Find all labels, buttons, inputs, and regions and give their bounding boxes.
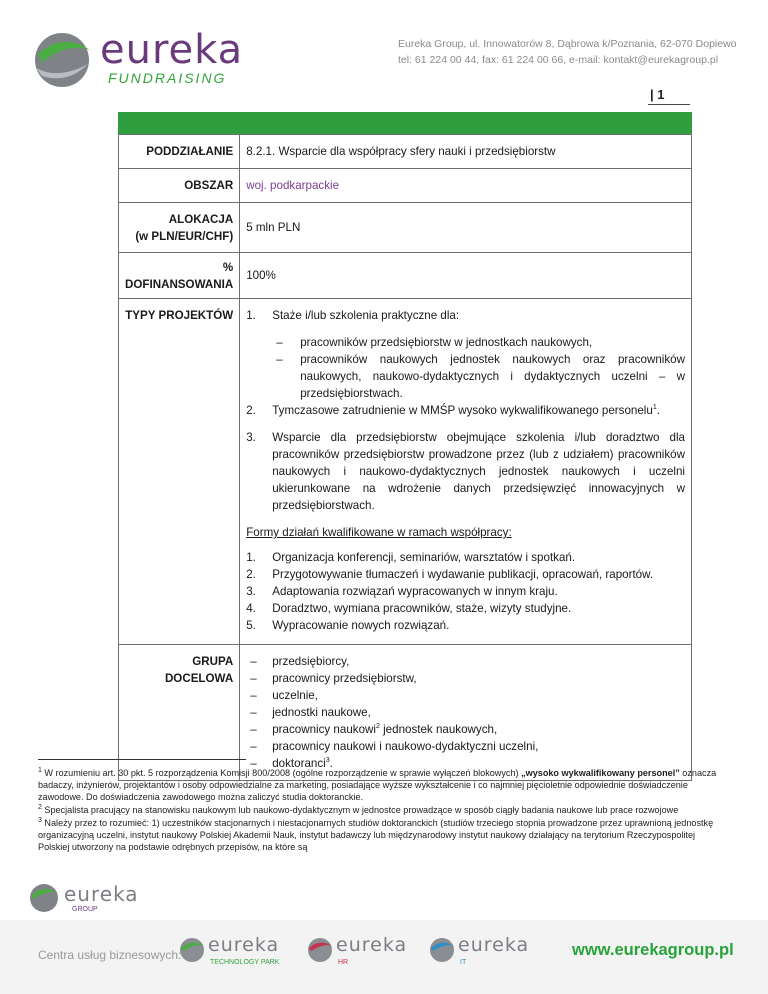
project-type-2-number: 2. <box>246 404 256 417</box>
project-type-1-text: Staże i/lub szkolenia praktyczne dla: <box>272 309 460 322</box>
footnote-3-number: 3 <box>38 816 42 824</box>
row-dofinansowanie <box>119 253 692 299</box>
brand3-subtitle: IT <box>460 959 467 966</box>
footnotes <box>38 767 728 854</box>
target-group-item <box>246 738 685 755</box>
dash-marker: – <box>276 336 283 349</box>
label-dofinansowanie-line1: % <box>222 260 234 274</box>
dash-marker: – <box>250 672 257 685</box>
target-group-text: pracownicy przedsiębiorstw, <box>272 672 417 685</box>
footnote-1-text: W rozumieniu art. 30 pkt. 5 rozporządzenia Komisji 800/2008 (ogólne rozporządzenie w sprawie wyłączeń blokowych) <box>41 768 522 778</box>
dash-marker: – <box>276 353 283 366</box>
logo-subtitle: FUNDRAISING <box>108 70 227 86</box>
dash-marker: – <box>250 740 257 753</box>
label-obszar: OBSZAR <box>119 169 240 203</box>
footer-group-logo <box>28 882 148 918</box>
header-logo <box>28 28 268 88</box>
row-poddzialanie <box>119 135 692 169</box>
address-line-1: Eureka Group, ul. Innowatorów 8, Dąbrowa k/Poznania, 62-070 Dopiewo <box>398 38 737 50</box>
target-group-text: przedsiębiorcy, <box>272 655 350 668</box>
form-item-text: Organizacja konferencji, seminariów, warsztatów i spotkań. <box>272 551 576 564</box>
form-item-text: Przygotowywanie tłumaczeń i wydawanie publikacji, opracowań, raportów. <box>272 568 654 581</box>
target-group-text: pracownicy naukowi <box>272 723 376 736</box>
dash-marker: – <box>250 757 257 770</box>
form-item-number: 1. <box>246 551 256 564</box>
label-grupa-docelowa: GRUPA DOCELOWA <box>119 645 240 781</box>
footnote-ref-1[interactable]: 1 <box>652 404 657 412</box>
target-group-text: jednostki naukowe, <box>272 706 371 719</box>
label-alokacja-line2: (w PLN/EUR/CHF) <box>135 229 234 243</box>
brand-technology-park[interactable] <box>178 934 308 974</box>
group-logo-wordmark: eureka <box>64 882 139 906</box>
sub-item-text: pracowników przedsiębiorstw w jednostkach naukowych, <box>300 336 593 349</box>
dash-marker: – <box>250 706 257 719</box>
project-type-3 <box>246 429 685 514</box>
value-obszar: woj. podkarpackie <box>240 169 692 203</box>
hr-globe-icon <box>306 936 334 964</box>
footnote-3-text: Należy przez to rozumieć: 1) uczestników stacjonarnych i niestacjonarnych studiów doktoranckich (studiów trzeciego stopnia prowadzone przez uprawnioną jednostkę organizacyjną uczelni, instytut naukowy Polskiej Akademii Nauk, instytut badawczy lub międzynarodowy instytut naukowy działający na terytorium Rzeczypospolitej Polskiej utworzony na podstawie odrębnych przepisów, na które są <box>38 818 714 852</box>
target-group-text-cont: . <box>329 757 333 770</box>
it-globe-icon <box>428 936 456 964</box>
target-group-text: pracownicy naukowi i naukowo-dydaktyczni uczelni, <box>272 740 539 753</box>
label-dofinansowanie-line2: DOFINANSOWANIA <box>125 277 234 291</box>
footnote-ref-2[interactable]: 2 <box>375 723 380 731</box>
target-group-text: uczelnie, <box>272 689 318 702</box>
label-dofinansowanie <box>119 253 240 299</box>
form-item-number: 2. <box>246 568 256 581</box>
form-item-number: 5. <box>246 619 256 632</box>
target-group-text: doktoranci <box>272 757 326 770</box>
footnote-separator <box>38 759 246 760</box>
row-typy-projektow <box>119 299 692 645</box>
footnote-2 <box>38 804 728 816</box>
value-dofinansowanie: 100% <box>240 253 692 299</box>
project-type-1-sub-2 <box>246 351 685 402</box>
row-grupa-docelowa <box>119 645 692 781</box>
form-item-text: Adaptowania rozwiązań wypracowanych w innym kraju. <box>272 585 558 598</box>
sub-item-text: pracowników naukowych jednostek naukowych oraz pracowników naukowych, naukowo-dydaktycznych i dydaktycznych uczelni – w przedsiębiorstwach. <box>300 353 685 400</box>
footnote-1 <box>38 767 728 803</box>
page-number-rule <box>648 104 690 105</box>
label-alokacja-line1: ALOKACJA <box>168 212 234 226</box>
project-type-1 <box>246 307 685 324</box>
project-type-3-number: 3. <box>246 431 256 444</box>
dash-marker: – <box>250 689 257 702</box>
footer-website-link[interactable]: www.eurekagroup.pl <box>572 941 734 959</box>
row-obszar <box>119 169 692 203</box>
footnote-2-text: Specjalista pracujący na stanowisku naukowym lub naukowo-dydaktycznym w jednostce prowadzące w sposób ciągły badania naukowe lub prace rozwojowe <box>41 805 679 815</box>
brand1-subtitle: TECHNOLOGY PARK <box>210 959 280 966</box>
footnote-1-number: 1 <box>38 766 42 774</box>
form-item <box>246 583 685 600</box>
brand2-subtitle: HR <box>338 959 349 966</box>
target-group-item <box>246 704 685 721</box>
address-line-2: tel: 61 224 00 44, fax: 61 224 00 66, e-mail: kontakt@eurekagroup.pl <box>398 54 719 66</box>
label-alokacja <box>119 203 240 253</box>
page-number: | 1 <box>650 87 665 102</box>
form-item <box>246 617 685 634</box>
form-item-number: 4. <box>246 602 256 615</box>
label-typy-projektow: TYPY PROJEKTÓW <box>119 299 240 645</box>
project-type-2: 2. Tymczasowe zatrudnienie w MMŚP wysoko wykwalifikowanego personelu$^1$. <box>246 404 660 417</box>
eureka-globe-small-icon <box>28 882 62 914</box>
form-item <box>246 600 685 617</box>
project-type-1-sub-1 <box>246 334 685 351</box>
footnote-2-number: 2 <box>38 803 42 811</box>
project-type-1-number: 1. <box>246 309 256 322</box>
header-address <box>398 36 764 68</box>
project-info-table <box>118 134 692 781</box>
value-poddzialanie: 8.2.1. Wsparcie dla współpracy sfery nauki i przedsiębiorstw <box>240 135 692 169</box>
brand3-wordmark: eureka <box>458 934 530 956</box>
footnote-3 <box>38 817 728 853</box>
logo-wordmark: eureka <box>100 27 244 73</box>
label-poddzialanie: PODDZIAŁANIE <box>119 135 240 169</box>
form-item-text: Doradztwo, wymiana pracowników, staże, wizyty studyjne. <box>272 602 572 615</box>
target-group-item <box>246 687 685 704</box>
form-item <box>246 549 685 566</box>
footnote-ref-3[interactable]: 3 <box>325 757 330 765</box>
brand1-wordmark: eureka <box>208 934 280 956</box>
dash-marker: – <box>250 655 257 668</box>
brand-hr[interactable] <box>306 934 426 974</box>
table-header-bar <box>118 112 692 134</box>
eureka-globe-icon <box>28 28 98 90</box>
value-grupa-docelowa <box>240 645 692 781</box>
target-group-text-cont: jednostek naukowych, <box>379 723 498 736</box>
project-type-3-text: Wsparcie dla przedsiębiorstw obejmujące szkolenia i/lub doradztwo dla pracowników przedsiębiorstw prowadzone przez (lub z udziałem) pracowników naukowych i naukowo-dydaktycznych jednostek naukowych i uczelni ukierunkowane na wdrożenie danych przedsięwzięć innowacyjnych w przedsiębiorstwach. <box>272 431 685 512</box>
target-group-item <box>246 721 685 738</box>
forms-heading: Formy działań kwalifikowane w ramach współpracy: <box>246 526 512 539</box>
value-alokacja: 5 mln PLN <box>240 203 692 253</box>
brand2-wordmark: eureka <box>336 934 408 956</box>
dash-marker: – <box>250 723 257 736</box>
target-group-item <box>246 653 685 670</box>
footnote-1-text-cont: oznacza badaczy, inżynierów, projektantów i osoby odpowiedzialne za marketing, posiadające wyższe wykształcenie i co najmniej pięcioletnie odpowiednie doświadczenie zawodowe. Do doświadczenia zawodowego można zaliczyć studia doktoranckie. <box>38 768 717 802</box>
footnote-1-bold: „wysoko wykwalifikowany personel” <box>521 768 680 778</box>
form-item <box>246 566 685 583</box>
footer-centers-label: Centra usług biznesowych: <box>38 948 182 962</box>
project-type-2-text: Tymczasowe zatrudnienie w MMŚP wysoko wykwalifikowanego personelu <box>272 404 653 417</box>
form-item-text: Wypracowanie nowych rozwiązań. <box>272 619 450 632</box>
value-typy-projektow <box>240 299 692 645</box>
brand-it[interactable] <box>428 934 548 974</box>
target-group-item <box>246 670 685 687</box>
form-item-number: 3. <box>246 585 256 598</box>
row-alokacja <box>119 203 692 253</box>
group-logo-subtitle: GROUP <box>72 906 98 913</box>
technology-park-globe-icon <box>178 936 206 964</box>
